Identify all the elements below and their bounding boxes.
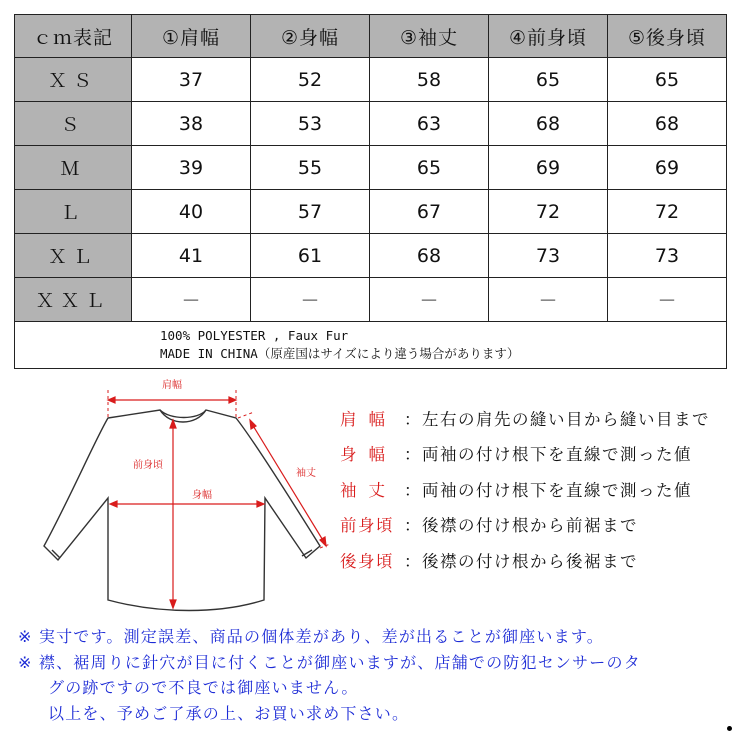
table-row <box>15 278 727 322</box>
table-cell: 58 <box>370 58 489 102</box>
size-label: ＸＸＬ <box>15 278 132 322</box>
table-cell: 52 <box>251 58 370 102</box>
table-cell: 39 <box>132 146 251 190</box>
table-cell: 73 <box>608 234 727 278</box>
size-table <box>14 14 727 369</box>
legend-desc: ：両袖の付け根下を直線で測った値 <box>404 445 692 465</box>
front-length-arrow <box>170 420 176 608</box>
table-cell: 72 <box>608 190 727 234</box>
table-cell: 55 <box>251 146 370 190</box>
material-note-row <box>15 322 727 369</box>
table-row <box>15 234 727 278</box>
measurement-legend <box>340 400 710 578</box>
table-cell: 41 <box>132 234 251 278</box>
shoulder-label: 肩幅 <box>162 380 182 391</box>
table-row <box>15 146 727 190</box>
legend-key: 袖丈 <box>340 480 397 500</box>
size-label: Ｍ <box>15 146 132 190</box>
legend-key: 身幅 <box>340 445 397 465</box>
table-cell: 68 <box>608 102 727 146</box>
legend-desc: ：後襟の付け根から前裾まで <box>404 516 638 536</box>
header-chest: ②身幅 <box>251 15 370 58</box>
legend-desc: ：左右の肩先の縫い目から縫い目まで <box>404 409 710 429</box>
table-header-row <box>15 15 727 58</box>
size-label: Ｌ <box>15 190 132 234</box>
chest-width-label: 身幅 <box>192 490 212 501</box>
size-label: Ｓ <box>15 102 132 146</box>
table-cell: 65 <box>370 146 489 190</box>
shoulder-width-arrow <box>108 397 236 403</box>
table-row <box>15 58 727 102</box>
header-sleeve: ③袖丈 <box>370 15 489 58</box>
note-line: 以上を、予めご了承の上、お買い求め下さい。 <box>48 703 410 723</box>
sleeve-length-arrow <box>250 420 326 546</box>
size-label: ＸＬ <box>15 234 132 278</box>
table-cell: 57 <box>251 190 370 234</box>
table-cell: － <box>251 278 370 322</box>
table-cell: － <box>370 278 489 322</box>
shoulder-guides <box>108 390 236 418</box>
legend-key: 肩幅 <box>340 409 397 429</box>
legend-key: 前身頃 <box>340 516 394 536</box>
disclaimer-notes <box>18 624 733 726</box>
legend-row <box>340 471 710 507</box>
header-cm: ｃｍ表記 <box>15 15 132 58</box>
table-cell: 38 <box>132 102 251 146</box>
legend-desc: ：後襟の付け根から後裾まで <box>404 551 638 571</box>
table-cell: 68 <box>370 234 489 278</box>
header-shoulder: ①肩幅 <box>132 15 251 58</box>
note-line: グの跡ですので不良では御座いません。 <box>48 678 359 697</box>
table-cell: 40 <box>132 190 251 234</box>
sleeve-length-label: 袖丈 <box>296 468 316 479</box>
legend-key: 後身頃 <box>340 551 394 571</box>
table-cell: － <box>489 278 608 322</box>
header-back-length: ⑤後身頃 <box>608 15 727 58</box>
table-row <box>15 102 727 146</box>
table-cell: 67 <box>370 190 489 234</box>
material-text: 100% POLYESTER , Faux Fur <box>160 328 349 343</box>
table-cell: 63 <box>370 102 489 146</box>
table-cell: － <box>608 278 727 322</box>
table-cell: 37 <box>132 58 251 102</box>
note-line: ※ 実寸です。測定誤差、商品の個体差があり、差が出ることが御座います。 <box>18 627 604 646</box>
table-cell: 65 <box>608 58 727 102</box>
header-front-length: ④前身頃 <box>489 15 608 58</box>
table-cell: 65 <box>489 58 608 102</box>
table-cell: 53 <box>251 102 370 146</box>
garment-diagram <box>20 378 340 618</box>
table-cell: 69 <box>608 146 727 190</box>
chest-width-arrow <box>110 501 264 507</box>
corner-dot <box>727 726 732 731</box>
table-cell: 61 <box>251 234 370 278</box>
front-length-label: 前身頃 <box>133 460 163 471</box>
legend-row <box>340 542 710 578</box>
legend-row <box>340 436 710 472</box>
table-cell: 68 <box>489 102 608 146</box>
table-cell: 72 <box>489 190 608 234</box>
table-cell: － <box>132 278 251 322</box>
table-cell: 69 <box>489 146 608 190</box>
legend-row <box>340 400 710 436</box>
table-cell: 73 <box>489 234 608 278</box>
legend-row <box>340 507 710 543</box>
table-row <box>15 190 727 234</box>
legend-desc: ：両袖の付け根下を直線で測った値 <box>404 480 692 500</box>
note-line: ※ 襟、裾周りに針穴が目に付くことが御座いますが、店舗での防犯センサーのタ <box>18 652 641 672</box>
origin-text: MADE IN CHINA（原産国はサイズにより違う場合があります） <box>160 346 520 361</box>
size-label: ＸＳ <box>15 58 132 102</box>
sweater-outline <box>44 410 320 611</box>
